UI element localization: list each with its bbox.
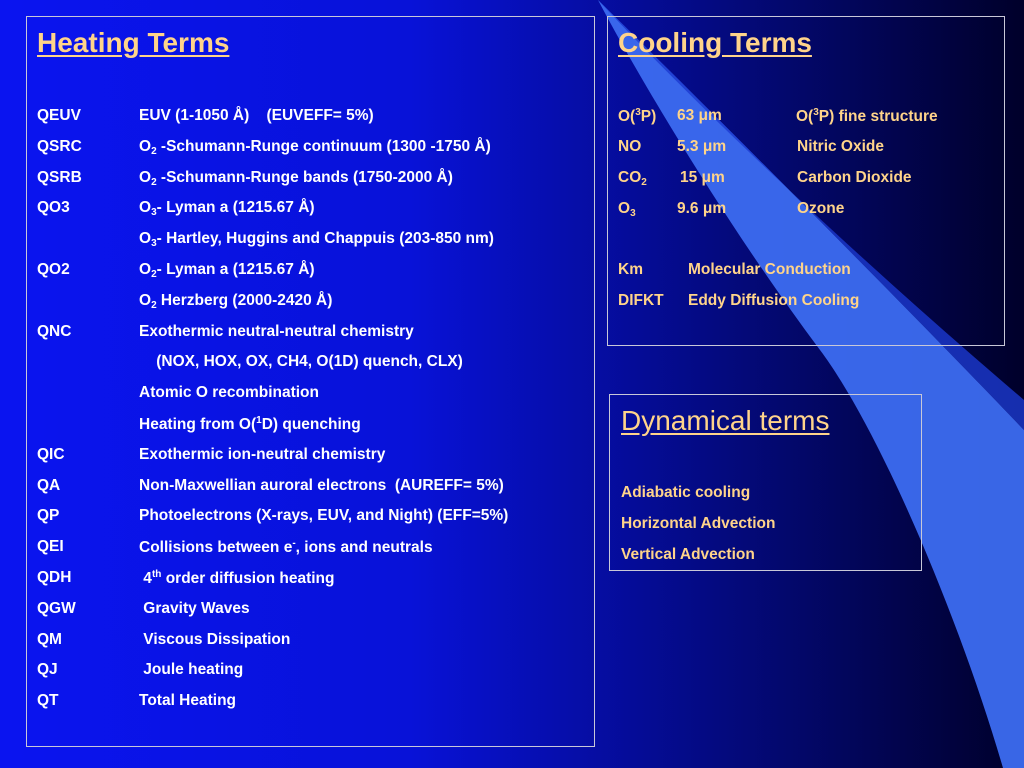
heating-desc-text: O bbox=[139, 230, 152, 248]
heating-desc-text-cont: -Schumann-Runge continuum (1300 -1750 Å) bbox=[156, 137, 491, 155]
cooling-desc-text-cont: P) fine structure bbox=[818, 108, 938, 125]
cooling-description bbox=[797, 200, 844, 218]
cooling-terms-panel bbox=[607, 16, 1005, 346]
heating-desc-text: O bbox=[139, 261, 152, 278]
heating-description bbox=[139, 538, 433, 557]
heating-terms-panel bbox=[26, 16, 595, 747]
cooling-species bbox=[618, 292, 664, 310]
heating-description: Atomic O recombination bbox=[139, 384, 319, 402]
heating-description bbox=[139, 230, 494, 249]
heating-description bbox=[139, 261, 315, 280]
heating-description: Viscous Dissipation bbox=[139, 630, 291, 648]
heating-code: QSRB bbox=[37, 168, 82, 186]
heating-description: Joule heating bbox=[139, 661, 244, 679]
heating-code: QO3 bbox=[37, 199, 70, 217]
heating-desc-subscript: 3 bbox=[151, 238, 157, 250]
heating-description bbox=[139, 199, 315, 218]
cooling-desc-text: Ozone bbox=[797, 200, 845, 217]
heating-desc-superscript: th bbox=[151, 569, 162, 580]
heating-code: QDH bbox=[37, 569, 72, 586]
heating-description bbox=[139, 138, 491, 157]
heating-description: Photoelectrons (X-rays, EUV, and Night) (EFF=5%) bbox=[139, 507, 509, 525]
cooling-species-text-cont: P) bbox=[640, 108, 657, 125]
cooling-species-subscript: 3 bbox=[630, 208, 636, 219]
heating-description: Total Heating bbox=[139, 692, 237, 710]
cooling-desc-text: Carbon Dioxide bbox=[797, 169, 912, 186]
heating-code: QNC bbox=[37, 322, 72, 340]
heating-desc-text: O bbox=[139, 168, 152, 186]
cooling-description bbox=[796, 107, 938, 126]
cooling-wavelength: 9.6 μm bbox=[677, 200, 727, 217]
heating-desc-text-cont: - Lyman a (1215.67 Å) bbox=[156, 261, 315, 278]
cooling-species-subscript: 2 bbox=[641, 177, 647, 188]
heating-description: Non-Maxwellian auroral electrons (AUREFF= 5%) bbox=[139, 476, 504, 494]
cooling-species-text: NO bbox=[618, 138, 642, 155]
heating-description bbox=[139, 415, 361, 434]
heating-description bbox=[139, 569, 334, 588]
heating-description bbox=[139, 292, 332, 311]
heating-title: Heating Terms bbox=[37, 27, 230, 58]
cooling-wavelength: 15 μm bbox=[680, 169, 725, 186]
cooling-desc-text: O( bbox=[796, 108, 814, 125]
cooling-desc-superscript: 3 bbox=[813, 107, 819, 118]
cooling-species bbox=[618, 261, 643, 279]
cooling-description bbox=[797, 138, 884, 156]
heating-description: EUV (1-1050 Å) (EUVEFF= 5%) bbox=[139, 107, 374, 124]
dynamical-item: Vertical Advection bbox=[621, 546, 755, 563]
cooling-species-text: DIFKT bbox=[618, 292, 664, 309]
cooling-description: Eddy Diffusion Cooling bbox=[688, 292, 860, 309]
heating-desc-text-cont: - Lyman a (1215.67 Å) bbox=[156, 199, 315, 217]
cooling-species-text: O( bbox=[618, 108, 636, 125]
cooling-wavelength: 63 μm bbox=[677, 107, 722, 124]
heating-code: QJ bbox=[37, 661, 58, 679]
heating-description: Exothermic ion-neutral chemistry bbox=[139, 445, 386, 463]
heating-desc-text: O bbox=[139, 291, 152, 309]
heating-desc-subscript: 2 bbox=[151, 176, 157, 188]
cooling-description: Molecular Conduction bbox=[688, 261, 851, 278]
heating-desc-text-cont: D) quenching bbox=[261, 416, 361, 433]
cooling-wavelength: 5.3 μm bbox=[677, 138, 727, 155]
dynamical-item: Horizontal Advection bbox=[621, 515, 776, 532]
heating-desc-text: O bbox=[139, 137, 152, 155]
dynamical-title: Dynamical terms bbox=[621, 405, 830, 436]
heating-desc-text-cont: Herzberg (2000-2420 Å) bbox=[156, 291, 333, 309]
cooling-species bbox=[618, 138, 641, 156]
heating-desc-superscript: - bbox=[292, 538, 296, 550]
heating-description: Exothermic neutral-neutral chemistry bbox=[139, 322, 414, 340]
heating-description: Gravity Waves bbox=[139, 599, 250, 617]
heating-desc-subscript: 2 bbox=[151, 145, 157, 157]
cooling-species bbox=[618, 200, 636, 219]
heating-description bbox=[139, 169, 453, 188]
cooling-species-superscript: 3 bbox=[635, 107, 641, 118]
dynamical-terms-panel bbox=[609, 394, 922, 571]
heating-desc-text: Heating from O( bbox=[139, 416, 257, 433]
heating-code: QP bbox=[37, 507, 60, 525]
heating-code: QGW bbox=[37, 599, 76, 617]
heating-description: (NOX, HOX, OX, CH4, O(1D) quench, CLX) bbox=[139, 353, 463, 371]
heating-desc-text: O bbox=[139, 199, 152, 217]
heating-desc-text-cont: - Hartley, Huggins and Chappuis (203-850 nm) bbox=[156, 230, 494, 248]
heating-desc-subscript: 2 bbox=[151, 269, 157, 280]
cooling-species-text: Km bbox=[618, 261, 643, 278]
cooling-description bbox=[797, 169, 912, 187]
heating-desc-subscript: 3 bbox=[151, 207, 157, 219]
heating-code: QSRC bbox=[37, 137, 82, 155]
dynamical-item: Adiabatic cooling bbox=[621, 484, 751, 501]
heating-desc-text: Collisions between e bbox=[139, 539, 293, 557]
cooling-species bbox=[618, 169, 647, 188]
heating-desc-text-cont: , ions and neutrals bbox=[295, 539, 433, 557]
heating-desc-text-cont: order diffusion heating bbox=[161, 570, 335, 587]
heating-desc-subscript: 2 bbox=[151, 299, 157, 311]
heating-desc-superscript: 1 bbox=[256, 415, 262, 426]
heating-desc-text: 4 bbox=[139, 570, 152, 587]
cooling-species bbox=[618, 107, 656, 126]
heating-code: QEUV bbox=[37, 107, 81, 124]
cooling-desc-text: Nitric Oxide bbox=[797, 138, 884, 155]
cooling-species-text: CO bbox=[618, 169, 642, 186]
cooling-title: Cooling Terms bbox=[618, 27, 812, 58]
cooling-species-text: O bbox=[618, 200, 631, 217]
heating-code: QA bbox=[37, 476, 61, 494]
heating-code: QT bbox=[37, 692, 59, 710]
heating-code: QO2 bbox=[37, 261, 70, 278]
heating-code: QEI bbox=[37, 538, 64, 556]
heating-desc-text-cont: -Schumann-Runge bands (1750-2000 Å) bbox=[156, 168, 453, 186]
heating-code: QIC bbox=[37, 445, 65, 463]
heating-code: QM bbox=[37, 630, 62, 648]
